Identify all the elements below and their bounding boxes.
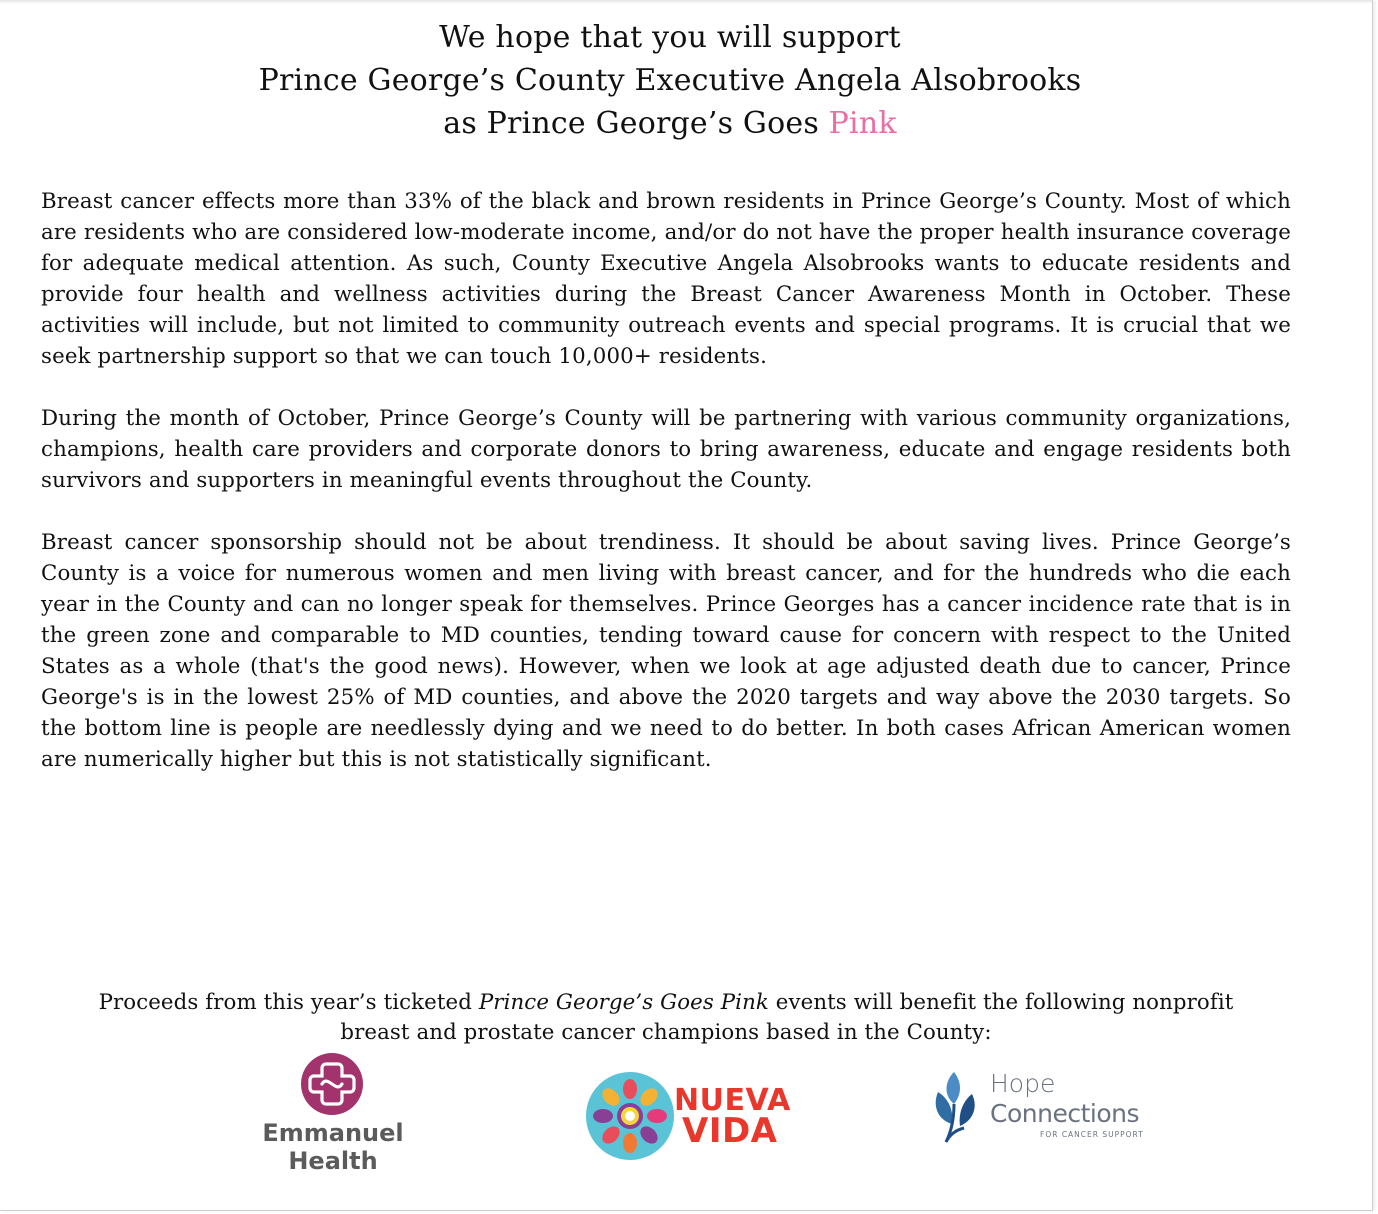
proceeds-line-1: [0, 988, 1332, 1018]
emmanuel-wordmark-line-2: Health: [288, 1147, 378, 1175]
paragraph-partnerships: During the month of October, Prince George’s County will be partnering with various community organizations, champions, health care providers and corporate donors to bring awareness, educate and engage residents both survivors and supporters in meaningful events throughout the County.: [41, 406, 1291, 493]
nueva-vida-logo: [584, 1070, 794, 1165]
heading-line-3-prefix: as Prince George’s Goes: [443, 106, 829, 141]
proceeds-event-name: Prince George’s Goes Pink: [478, 990, 769, 1015]
emmanuel-cross-icon: [300, 1052, 364, 1116]
emmanuel-health-logo: [258, 1050, 408, 1180]
hope-tagline: FOR CANCER SUPPORT: [1040, 1130, 1144, 1139]
heading-line-2: Prince George’s County Executive Angela Alsobrooks: [258, 63, 1082, 98]
page-heading: [0, 16, 1340, 145]
hope-connections-logo: [930, 1068, 1160, 1148]
hope-leaves-icon: [932, 1070, 982, 1144]
heading-line-1: We hope that you will support: [439, 20, 901, 55]
hope-wordmark-line-2: Connections: [990, 1099, 1139, 1128]
paragraph-statistics: Breast cancer effects more than 33% of the black and brown residents in Prince George’s County. Most of which are residents who are considered low-moderate income, and/or do not have the proper health insurance coverage for adequate medical attention. As such, County Executive Angela Alsobrooks wants to educate residents and provide four health and wellness activities during the Breast Cancer Awareness Month in October. These activities will include, but not limited to community outreach events and special programs. It is crucial that we seek partnership support so that we can touch 10,000+ residents.: [41, 189, 1291, 369]
heading-line-3: [0, 102, 1340, 145]
proceeds-after: events will benefit the following nonprofit: [768, 990, 1234, 1015]
page-top-edge: [0, 0, 1372, 4]
body-text: [41, 186, 1291, 806]
emmanuel-wordmark-line-1: Emmanuel: [262, 1119, 404, 1147]
proceeds-note: [0, 988, 1332, 1048]
heading-pink-word: Pink: [828, 106, 897, 141]
proceeds-line-2: breast and prostate cancer champions based in the County:: [340, 1020, 992, 1045]
nueva-vida-wordmark-line-2: VIDA: [682, 1111, 778, 1151]
paragraph-sponsorship: Breast cancer sponsorship should not be about trendiness. It should be about saving lives. Prince George’s County is a voice for numerous women and men living with breast cancer, and for the hundreds who die each year in the County and can no longer speak for themselves. Prince Georges has a cancer incidence rate that is in the green zone and comparable to MD counties, tending toward cause for concern with respect to the United States as a whole (that's the good news). However, when we look at age adjusted death due to cancer, Prince George's is in the lowest 25% of MD counties, and above the 2020 targets and way above the 2030 targets. So the bottom line is people are needlessly dying and we need to do better. In both cases African American women are numerically higher but this is not statistically significant.: [41, 530, 1291, 772]
nueva-vida-flower-icon: [584, 1070, 680, 1166]
proceeds-before: Proceeds from this year’s ticketed: [98, 990, 479, 1015]
nueva-vida-wordmark-line-1: NUEVA: [674, 1083, 791, 1118]
hope-wordmark-line-1: Hope: [990, 1069, 1056, 1098]
